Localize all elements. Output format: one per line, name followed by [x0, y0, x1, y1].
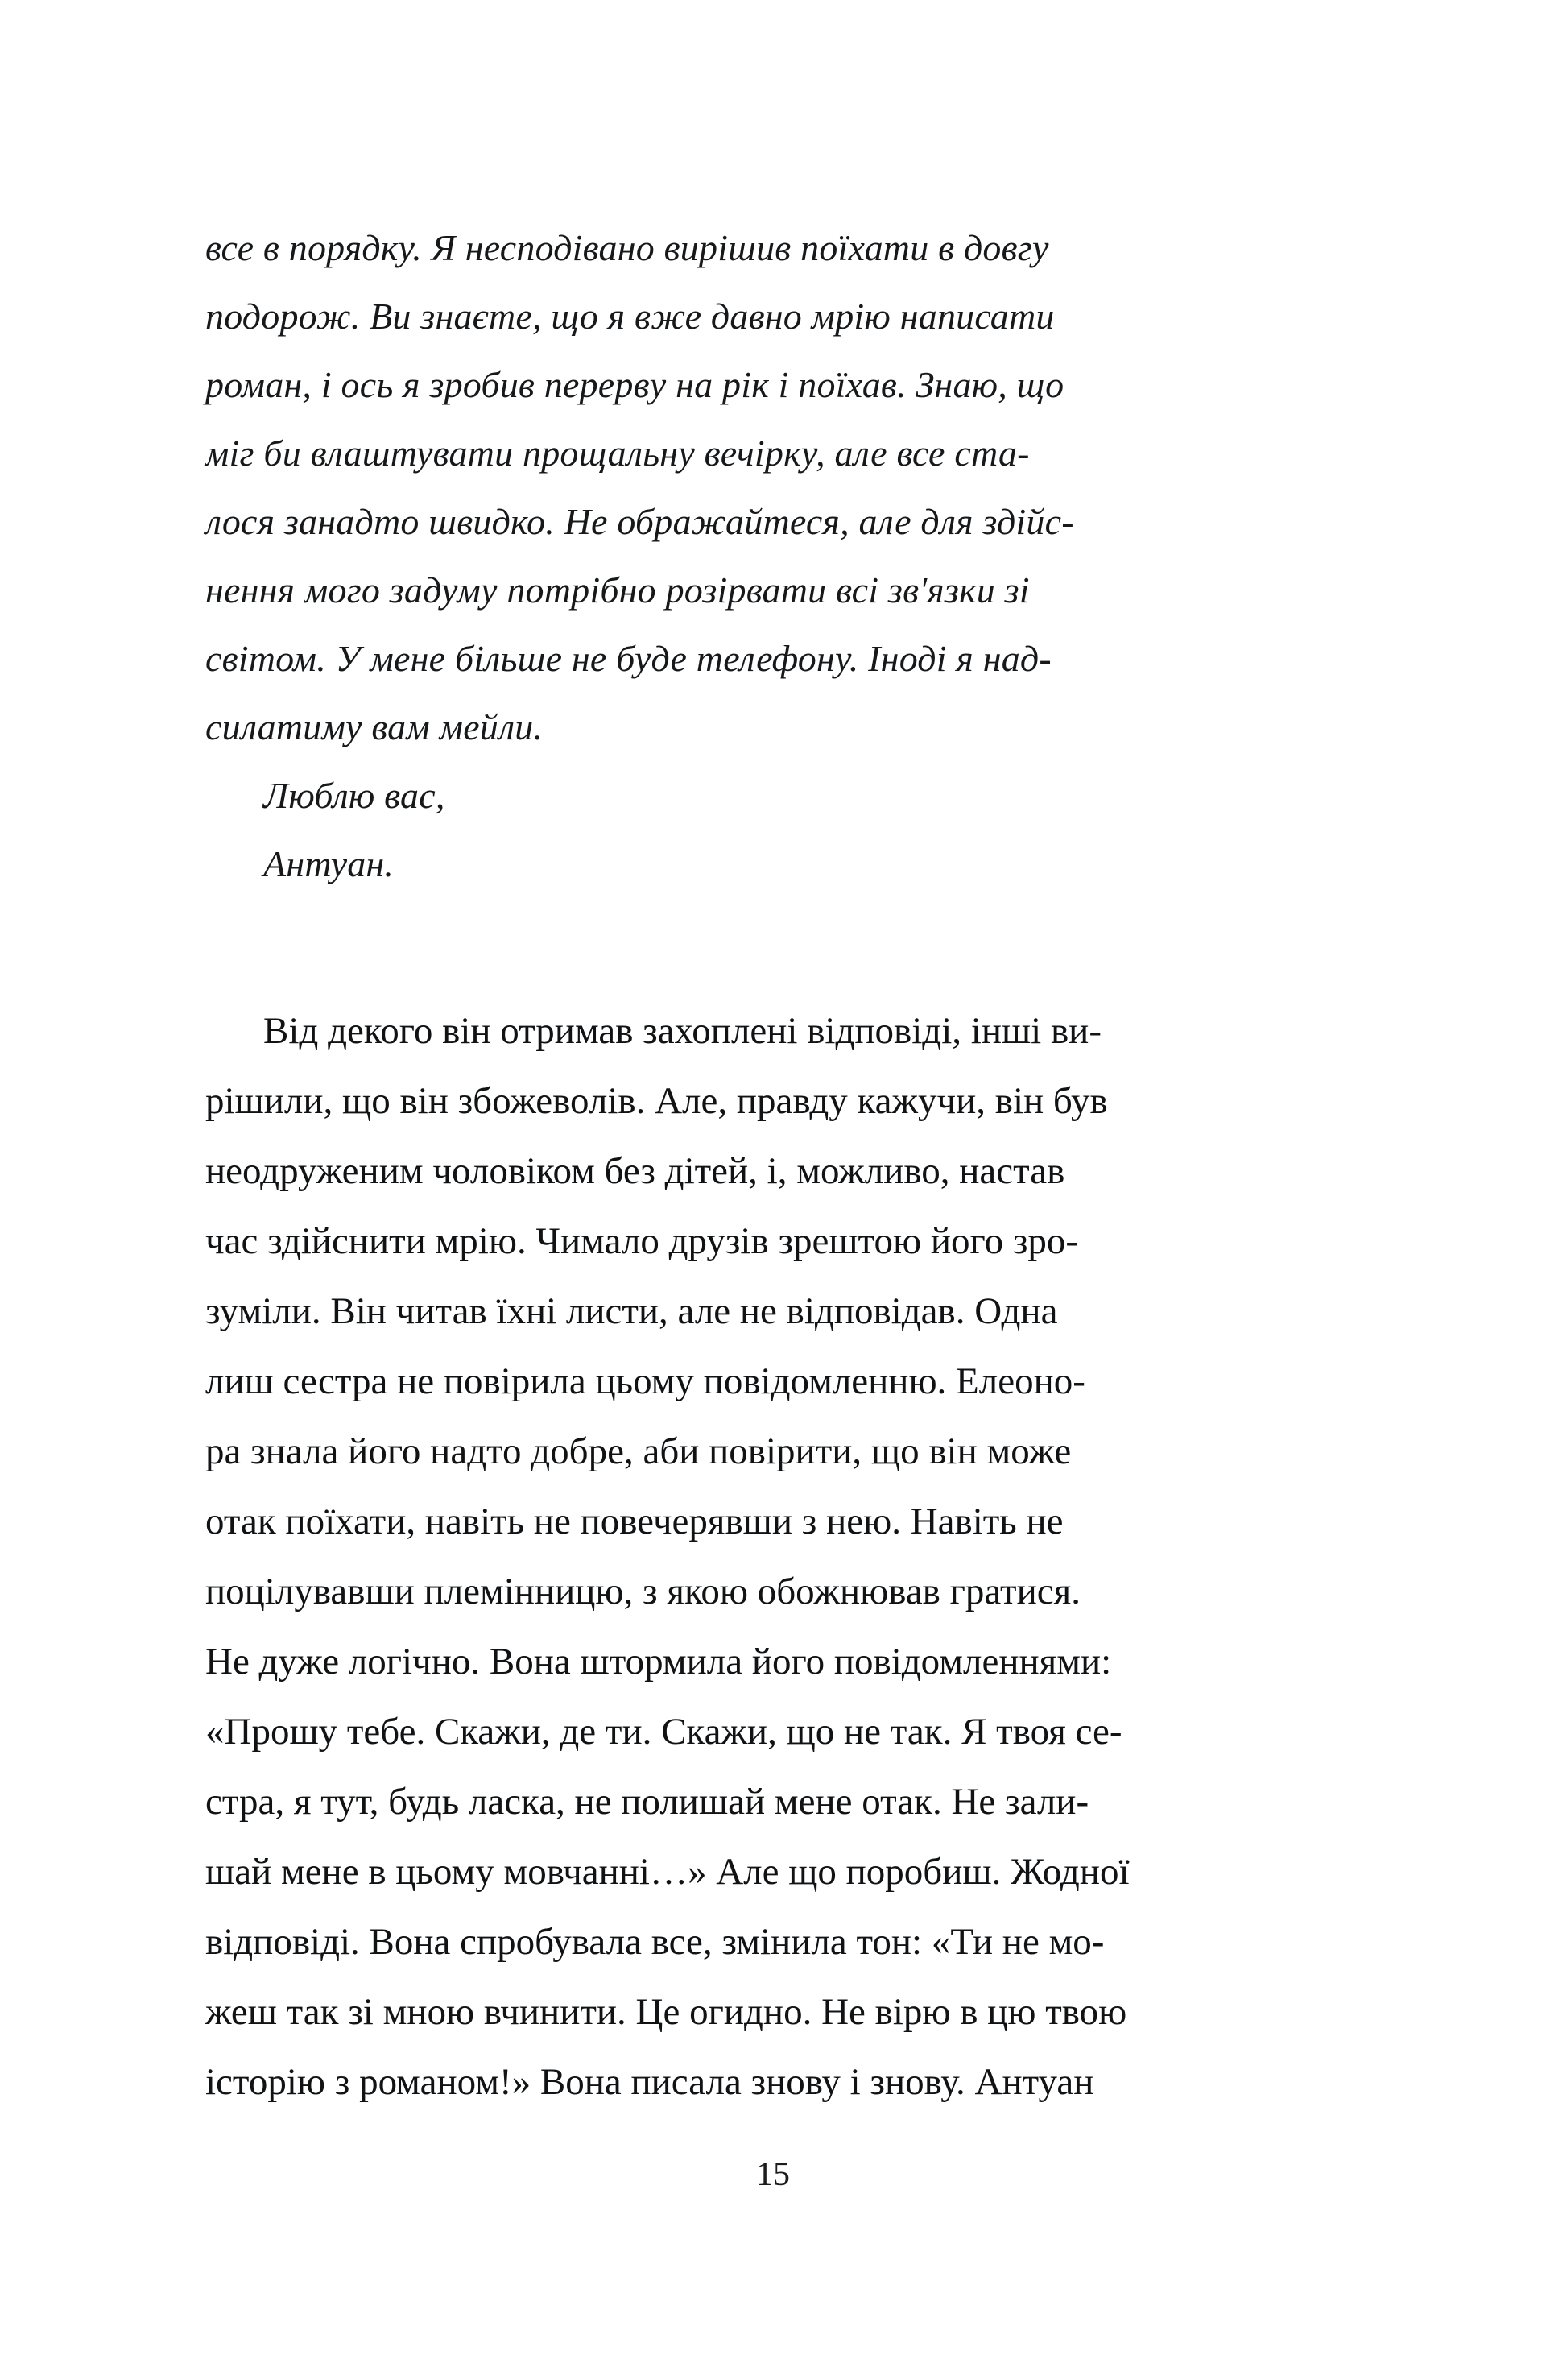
body-line: зуміли. Він читав їхні листи, але не відповідав. Одна: [205, 1290, 1058, 1332]
body-line: отак поїхати, навіть не повечерявши з нею. Навіть не: [205, 1500, 1064, 1542]
body-line: лиш сестра не повірила цьому повідомленню. Елеоно-: [205, 1360, 1085, 1402]
body-line: історію з романом!» Вона писала знову і знову. Антуан: [205, 2061, 1094, 2103]
letter-line: лося занадто швидко. Не ображайтеся, але для здійс-: [205, 501, 1074, 542]
text-column: [205, 213, 1349, 2117]
letter-line: нення мого задуму потрібно розірвати всі зв'язки зі: [205, 569, 1030, 611]
body-line: час здійснити мрію. Чимало друзів зрештою його зро-: [205, 1220, 1079, 1262]
body-line: стра, я тут, будь ласка, не полишай мене отак. Не зали-: [205, 1781, 1089, 1823]
body-line: рішили, що він збожеволів. Але, правду кажучи, він був: [205, 1080, 1108, 1122]
letter-excerpt: [205, 213, 1349, 898]
letter-line: все в порядку. Я несподівано вирішив поїхати в довгу: [205, 227, 1049, 268]
body-line: ра знала його надто добре, аби повірити, що він може: [205, 1430, 1072, 1472]
letter-line: міг би влаштувати прощальну вечірку, але все ста-: [205, 433, 1030, 474]
body-line: Від декого він отримав захоплені відповіді, інші ви-: [263, 1010, 1102, 1052]
page-number: 15: [756, 2156, 790, 2193]
body-line: Не дуже логічно. Вона штормила його повідомленнями:: [205, 1641, 1112, 1683]
body-line: жеш так зі мною вчинити. Це огидно. Не вірю в цю твою: [205, 1991, 1127, 2033]
body-line: шай мене в цьому мовчанні…» Але що поробиш. Жодної: [205, 1851, 1130, 1893]
body-line: «Прошу тебе. Скажи, де ти. Скажи, що не так. Я твоя се-: [205, 1711, 1122, 1753]
paragraph-spacer: [205, 898, 1349, 996]
letter-signature: Антуан.: [263, 843, 395, 884]
body-paragraph: [205, 996, 1349, 2117]
body-line: неодруженим чоловіком без дітей, і, можливо, настав: [205, 1150, 1065, 1192]
body-line: поцілувавши племінницю, з якою обожнював гратися.: [205, 1571, 1081, 1612]
letter-line: світом. У мене більше не буде телефону. Іноді я над-: [205, 638, 1052, 679]
letter-line: роман, і ось я зробив перерву на рік і поїхав. Знаю, що: [205, 364, 1064, 405]
body-line: відповіді. Вона спробувала все, змінила тон: «Ти не мо-: [205, 1921, 1105, 1963]
letter-signoff: Люблю вас,: [263, 775, 445, 816]
letter-line: подорож. Ви знаєте, що я вже давно мрію написати: [205, 296, 1055, 337]
letter-line: силатиму вам мейли.: [205, 706, 544, 747]
